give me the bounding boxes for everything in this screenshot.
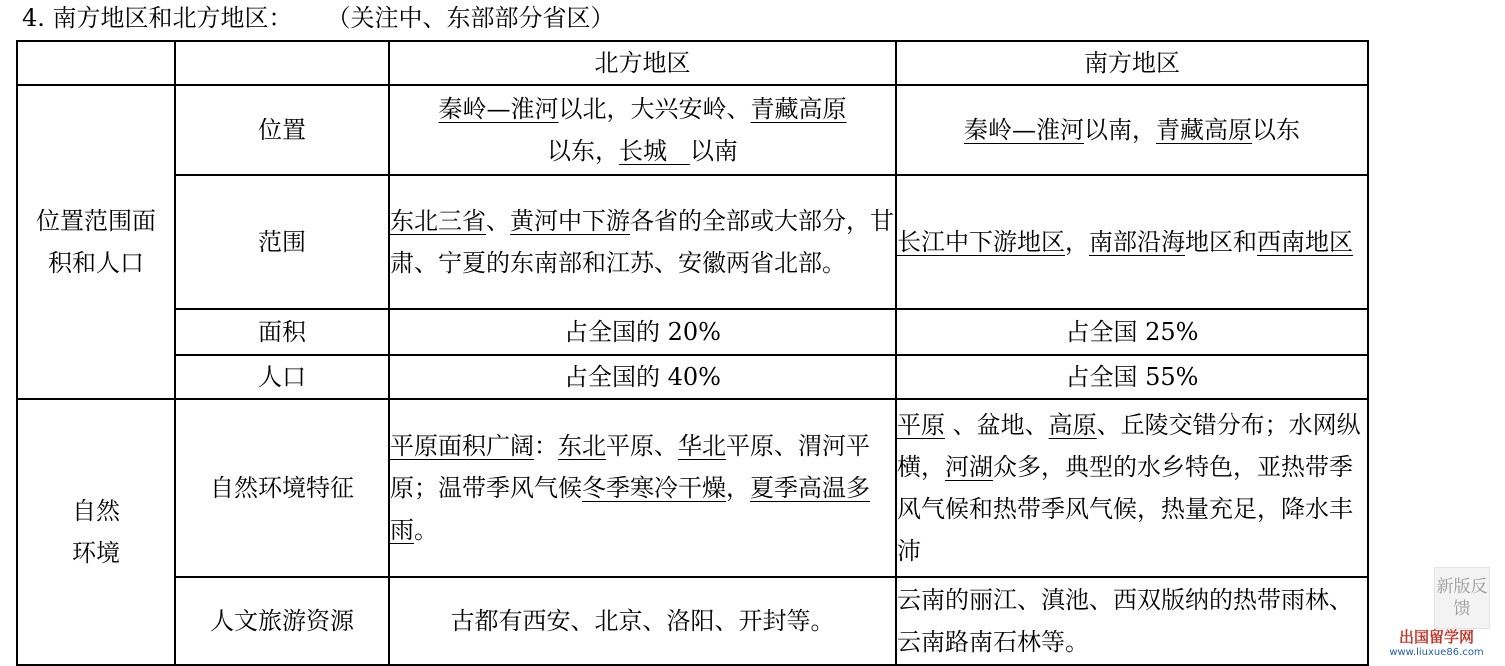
text-span: 自然 bbox=[72, 497, 120, 525]
cell-south-culture: 云南的丽江、滇池、西双版纳的热带雨林、云南路南石林等。 bbox=[896, 577, 1368, 665]
cell-south-nature bbox=[896, 399, 1368, 577]
cell-south-population: 占全国 55% bbox=[896, 355, 1368, 399]
header-row bbox=[17, 41, 1368, 85]
feedback-stamp[interactable]: 新版反馈 bbox=[1434, 567, 1490, 629]
cell-south-area: 占全国 25% bbox=[896, 309, 1368, 355]
row-label-population: 人口 bbox=[175, 355, 389, 399]
text-span: 平原 bbox=[897, 411, 945, 439]
text-span: 、盆地、 bbox=[945, 411, 1049, 439]
text-span: 环境 bbox=[72, 539, 120, 567]
table-row bbox=[17, 355, 1368, 399]
cell-south-scope bbox=[896, 175, 1368, 309]
heading-number: 4. bbox=[22, 4, 45, 32]
site-watermark bbox=[1368, 628, 1505, 659]
site-name: 出国留学网 bbox=[1398, 628, 1474, 646]
row-label-area: 面积 bbox=[175, 309, 389, 355]
text-span: 河湖 bbox=[945, 453, 993, 481]
text-span: 秦岭—淮河 bbox=[438, 95, 559, 123]
text-span: 华北 bbox=[678, 432, 726, 460]
comparison-table bbox=[16, 40, 1369, 666]
cell-north-population: 占全国的 40% bbox=[389, 355, 896, 399]
text-span: 长江中下游地区 bbox=[897, 228, 1065, 256]
text-span: 青藏高原 bbox=[1156, 116, 1252, 144]
cell-south-location bbox=[896, 85, 1368, 175]
text-span: 以东， bbox=[547, 137, 620, 165]
text-span: 以南 bbox=[689, 137, 738, 165]
text-span: 冬季寒冷干燥 bbox=[582, 474, 726, 502]
text-span: 、丘陵交错分布；水网纵横， bbox=[897, 411, 1361, 481]
heading-title: 南方地区和北方地区： bbox=[52, 4, 293, 32]
text-span: 高原 bbox=[1048, 411, 1097, 439]
text-span: 以南， bbox=[1084, 116, 1156, 144]
cell-north-location bbox=[389, 85, 896, 175]
text-span: ： bbox=[534, 432, 558, 460]
table-row bbox=[17, 85, 1368, 175]
cell-north-nature bbox=[389, 399, 896, 577]
text-span: 西南地区 bbox=[1257, 228, 1353, 256]
text-span: 平原、渭河平原；温带季风气候 bbox=[390, 432, 870, 502]
text-span: 东北三省 bbox=[390, 207, 486, 235]
text-span: 以北，大兴安岭、 bbox=[558, 95, 751, 123]
cell-north-area: 占全国的 20% bbox=[389, 309, 896, 355]
text-span: 各省的全部或大部分，甘肃、宁夏的东南部和江苏、安徽两省北部。 bbox=[390, 207, 894, 277]
table-row bbox=[17, 399, 1368, 577]
text-span: 平原、 bbox=[606, 432, 678, 460]
site-url: www.liuxue86.com bbox=[1389, 647, 1484, 658]
row-label-scope: 范围 bbox=[175, 175, 389, 309]
header-blank-cell bbox=[17, 41, 175, 85]
heading-note: （关注中、东部部分省区） bbox=[326, 4, 615, 32]
header-blank-cell bbox=[175, 41, 389, 85]
cell-north-culture: 古都有西安、北京、洛阳、开封等。 bbox=[389, 577, 896, 665]
text-span: 南部沿海 bbox=[1089, 228, 1185, 256]
group-label-location: 位置范围面积和人口 bbox=[17, 85, 175, 399]
row-label-location: 位置 bbox=[175, 85, 389, 175]
table-row bbox=[17, 309, 1368, 355]
text-span: 青藏高原 bbox=[750, 95, 847, 123]
section-heading bbox=[22, 4, 615, 32]
row-label-nature: 自然环境特征 bbox=[175, 399, 389, 577]
text-span: 长城 bbox=[619, 137, 668, 165]
text-span: 众多，典型的水乡特色，亚热带季风气候和热带季风气候，热量充足，降水丰沛 bbox=[897, 453, 1353, 565]
header-north: 北方地区 bbox=[389, 41, 896, 85]
text-span: 、 bbox=[486, 207, 510, 235]
text-span: 秦岭—淮河 bbox=[964, 116, 1084, 144]
text-span: 以东 bbox=[1252, 116, 1300, 144]
group-label-nature bbox=[17, 399, 175, 665]
table-row bbox=[17, 175, 1368, 309]
text-span: ， bbox=[1065, 228, 1089, 256]
text-span: 平原面积广阔 bbox=[390, 432, 534, 460]
text-span: 。 bbox=[414, 516, 438, 544]
text-span: 地区和 bbox=[1185, 228, 1257, 256]
text-span: 东北 bbox=[558, 432, 606, 460]
text-span: 黄河中下游 bbox=[510, 207, 630, 235]
row-label-culture: 人文旅游资源 bbox=[175, 577, 389, 665]
cell-north-scope bbox=[389, 175, 896, 309]
table-row bbox=[17, 577, 1368, 665]
text-span: 夏季高温多雨 bbox=[390, 474, 870, 544]
header-south: 南方地区 bbox=[896, 41, 1368, 85]
text-span: ， bbox=[726, 474, 750, 502]
